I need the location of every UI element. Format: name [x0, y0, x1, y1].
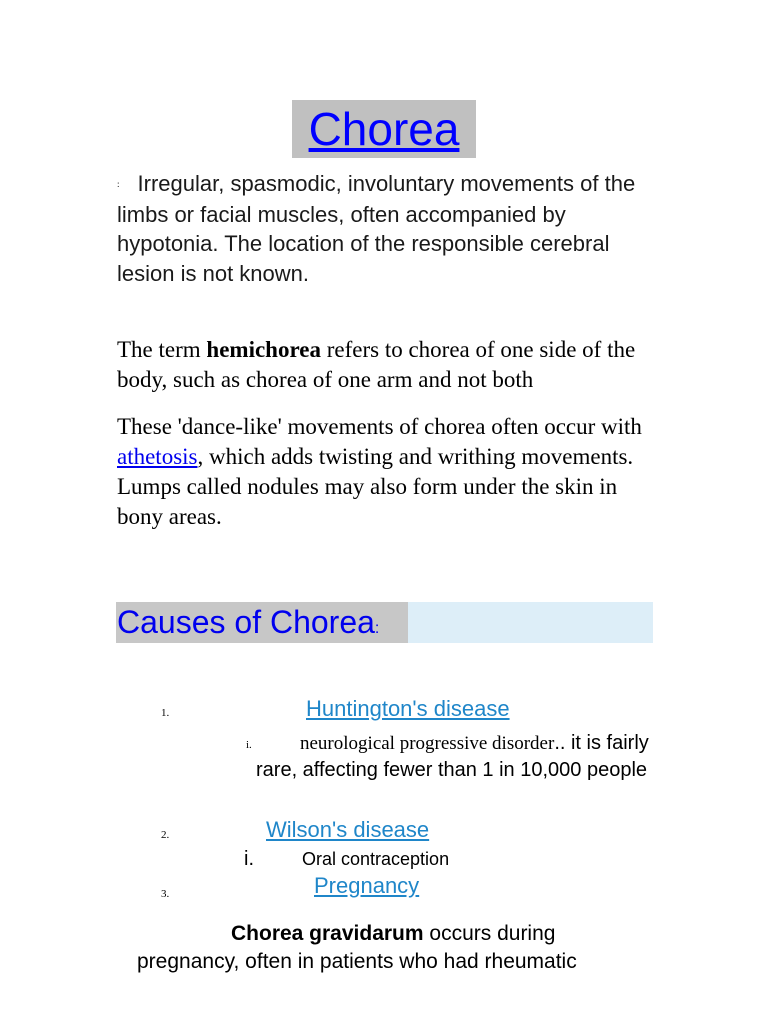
cause-number: 1.: [161, 707, 170, 719]
huntingtons-desc-sans: .. it is fairly rare, affecting fewer than 1 in 10,000 people: [256, 732, 649, 781]
athetosis-link[interactable]: athetosis: [117, 444, 198, 469]
causes-heading-text: Causes of Chorea: [117, 604, 375, 640]
huntingtons-desc-serif: neurological progressive disorder: [300, 733, 555, 754]
dance-pre: These 'dance-like' movements of chorea often occur with: [117, 414, 642, 439]
huntingtons-link[interactable]: Huntington's disease: [306, 696, 510, 721]
definition-marker: :: [117, 179, 120, 190]
sub-number: i.: [246, 739, 252, 751]
sub-number: i.: [244, 848, 254, 870]
huntingtons-description: [256, 730, 656, 783]
hemichorea-post: refers to chorea of one side of the body, such as chorea of one arm and not both: [117, 337, 636, 392]
wilsons-description: Oral contraception: [302, 849, 450, 869]
dance-paragraph: [117, 412, 665, 532]
gravidarum-paragraph: [137, 920, 657, 976]
gravidarum-text: occurs during pregnancy, often in patients who had rheumatic: [137, 922, 577, 973]
hemichorea-term: hemichorea: [206, 337, 321, 362]
hemichorea-paragraph: [117, 335, 665, 395]
causes-heading: [117, 602, 379, 643]
dance-post: , which adds twisting and writhing movements. Lumps called nodules may also form under the skin in bony areas.: [117, 444, 634, 529]
page-title[interactable]: Chorea: [308, 103, 460, 155]
hemichorea-pre: The term: [117, 337, 207, 362]
cause-number: 3.: [161, 888, 170, 900]
gravidarum-term: Chorea gravidarum: [231, 922, 424, 945]
definition-paragraph: [117, 169, 657, 288]
pregnancy-link[interactable]: Pregnancy: [314, 873, 420, 898]
definition-text: Irregular, spasmodic, involuntary movements of the limbs or facial muscles, often accompanied by hypotonia. The location of the responsible cerebral lesion is not known.: [117, 171, 636, 286]
wilsons-link[interactable]: Wilson's disease: [266, 817, 430, 842]
causes-heading-colon: :: [374, 620, 380, 637]
cause-number: 2.: [161, 829, 170, 841]
